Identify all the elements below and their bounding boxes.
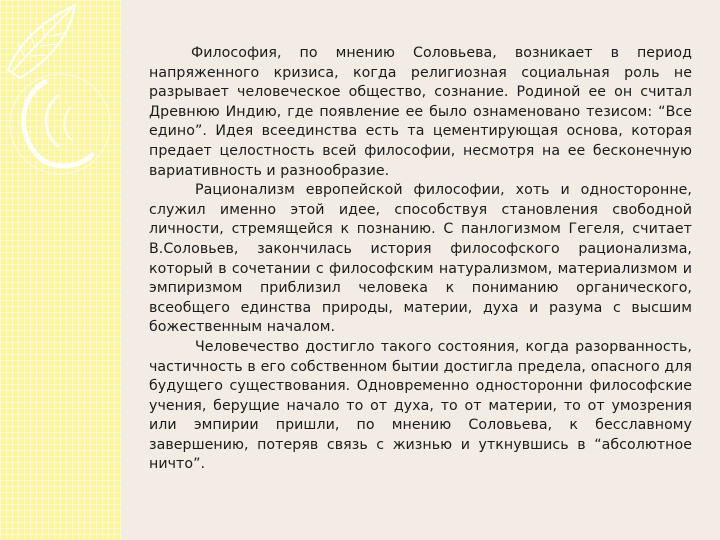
paragraph-philosophy-origin: Философия, по мнению Соловьева, возникает в период напряженного кризиса, когда религиозная социальная роль не разрывает человеческое общество, сознание. Родиной ее он считал Древнюю Индию, где появление ее было ознаменовано тезисом: “Все едино”. Идея всеединства есть та цементирующая основа, которая предает целостность всей философии, несмотря на ее бесконечную вариативность и разнообразие. bbox=[149, 45, 692, 179]
paragraph-humanity: Человечество достигло такого состояния, когда разорванность, частичность в его собственном бытии достигла предела, опасного для будущего существования. Одновременно односторонни философские учения, берущие начало то от духа, то от материи, то от умозрения или эмпирии пришли, по мнению Соловьева, к бесславному завершению, потеряв связь с жизнью и уткнувшись в “абсолютное ничто”. bbox=[149, 338, 692, 473]
document-body bbox=[149, 44, 692, 475]
leaf-ornament-icon bbox=[0, 0, 122, 540]
decorative-side-band bbox=[0, 0, 122, 540]
paragraph-rationalism: Рационализм европейской философии, хоть и односторонне, служил именно этой идее, способствуя становления свободной личности, стремящейся к познанию. С панлогизмом Гегеля, считает В.Соловьев, закончилась история философского рационализма, который в сочетании с философским натурализмом, материализмом и эмпиризмом приблизил человека к пониманию органического, всеобщего единства природы, материи, духа и разума с высшим божественным началом. bbox=[149, 182, 692, 336]
